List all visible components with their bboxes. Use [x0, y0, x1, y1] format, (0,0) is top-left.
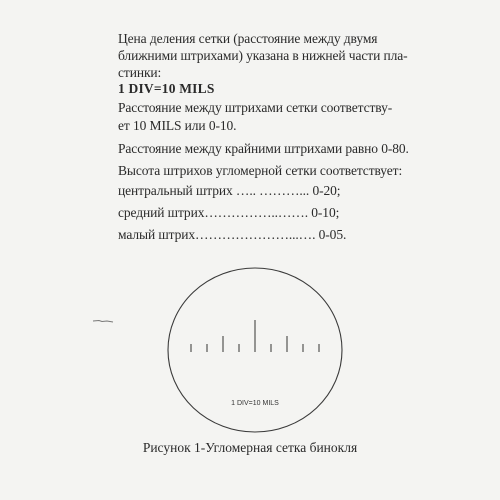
para-scale-division-line-3: стинки:	[118, 65, 162, 80]
division-heading: 1 DIV=10 MILS	[118, 81, 215, 96]
reticle-figure	[160, 262, 350, 440]
para-tick-heights: Высота штрихов угломерной сетки соответствует:	[118, 163, 403, 178]
list-item-central-tick: центральный штрих ….. ………... 0-20;	[118, 183, 341, 198]
figure-caption: Рисунок 1-Угломерная сетка бинокля	[142, 440, 358, 455]
para-tick-distance-line-1: Расстояние между штрихами сетки соответству-	[118, 100, 393, 115]
list-item-medium-tick: средний штрих……………..……. 0-10;	[118, 205, 340, 220]
list-item-small-tick: малый штрих…………………...…. 0-05.	[118, 227, 347, 242]
para-extreme-ticks: Расстояние между крайними штрихами равно 0-80.	[118, 141, 409, 156]
reticle-scale-label: 1 DIV=10 MILS	[231, 400, 279, 407]
para-tick-distance-line-2: ет 10 MILS или 0-10.	[118, 118, 237, 133]
reticle-drawing	[160, 262, 350, 440]
reticle-ticks	[191, 320, 319, 352]
para-scale-division-line-1: Цена деления сетки (расстояние между двумя	[118, 31, 378, 46]
scan-speck-mark	[92, 318, 114, 324]
para-scale-division-line-2: ближними штрихами) указана в нижней части пла-	[118, 48, 408, 63]
